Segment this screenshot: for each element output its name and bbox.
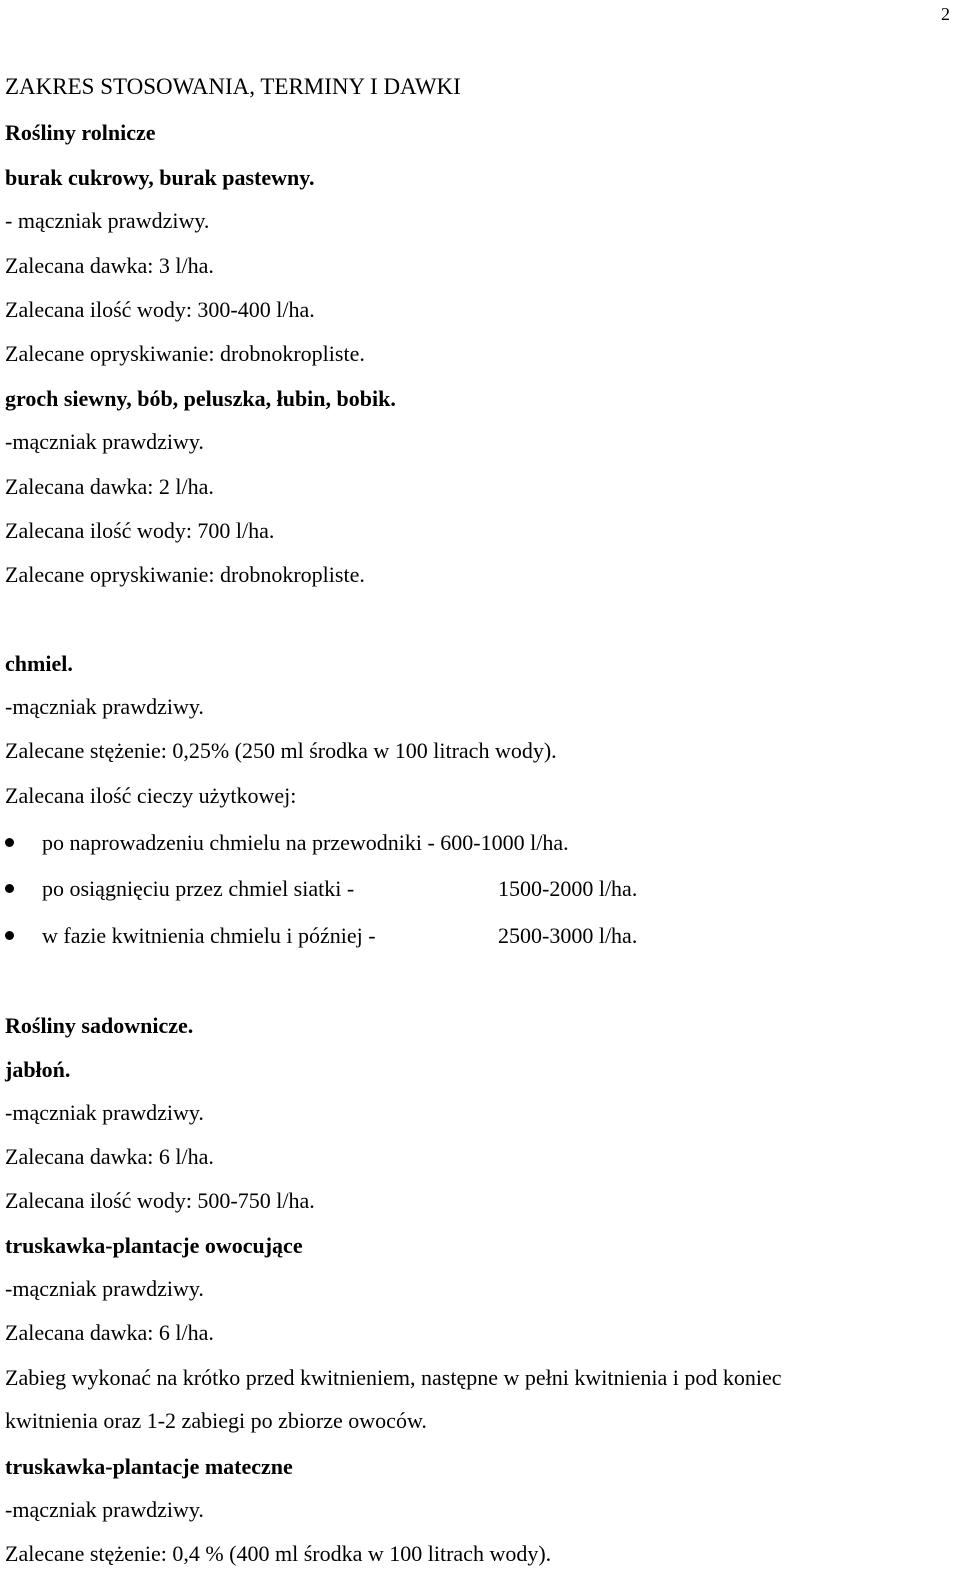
bullet-icon xyxy=(5,838,14,847)
note-truskawka-line2: kwitnienia oraz 1-2 zabiegi po zbiorze owoców. xyxy=(5,1408,427,1433)
section-heading-rolnicze: Rośliny rolnicze xyxy=(5,120,156,145)
disease-groch: -mączniak prawdziwy. xyxy=(5,429,204,454)
note-truskawka-line1: Zabieg wykonać na krótko przed kwitnieniem, następne w pełni kwitnienia i pod koniec xyxy=(5,1365,782,1390)
dose-burak: Zalecana dawka: 3 l/ha. xyxy=(5,253,214,278)
bullet-value-2: 1500-2000 l/ha. xyxy=(498,876,638,901)
crop-truskawka-mateczne: truskawka-plantacje mateczne xyxy=(5,1454,293,1479)
disease-jablon: -mączniak prawdziwy. xyxy=(5,1100,204,1125)
spray-burak: Zalecane opryskiwanie: drobnokropliste. xyxy=(5,341,365,366)
spray-groch: Zalecane opryskiwanie: drobnokropliste. xyxy=(5,562,365,587)
crop-jablon: jabłoń. xyxy=(5,1057,71,1082)
disease-truskawka-owocujace: -mączniak prawdziwy. xyxy=(5,1276,204,1301)
dose-truskawka-owocujace: Zalecana dawka: 6 l/ha. xyxy=(5,1320,214,1345)
bullet-value-3: 2500-3000 l/ha. xyxy=(498,923,638,948)
bullet-icon xyxy=(5,931,14,940)
crop-truskawka-owocujace: truskawka-plantacje owocujące xyxy=(5,1233,303,1258)
crop-burak: burak cukrowy, burak pastewny. xyxy=(5,165,315,190)
water-burak: Zalecana ilość wody: 300-400 l/ha. xyxy=(5,297,315,322)
bullet-text-1: po naprowadzeniu chmielu na przewodniki - 600-1000 l/ha. xyxy=(42,830,569,855)
dose-groch: Zalecana dawka: 2 l/ha. xyxy=(5,474,214,499)
page-number: 2 xyxy=(941,4,950,24)
concentration-chmiel: Zalecane stężenie: 0,25% (250 ml środka w 100 litrach wody). xyxy=(5,738,557,763)
dose-jablon: Zalecana dawka: 6 l/ha. xyxy=(5,1144,214,1169)
disease-burak: - mączniak prawdziwy. xyxy=(5,208,210,233)
water-jablon: Zalecana ilość wody: 500-750 l/ha. xyxy=(5,1188,315,1213)
disease-chmiel: -mączniak prawdziwy. xyxy=(5,694,204,719)
disease-truskawka-mateczne: -mączniak prawdziwy. xyxy=(5,1497,204,1522)
concentration-truskawka-mateczne: Zalecane stężenie: 0,4 % (400 ml środka w 100 litrach wody). xyxy=(5,1541,552,1566)
bullet-text-3: w fazie kwitnienia chmielu i później - xyxy=(42,923,376,948)
section-heading-sadownicze: Rośliny sadownicze. xyxy=(5,1013,194,1038)
water-groch: Zalecana ilość wody: 700 l/ha. xyxy=(5,518,275,543)
crop-groch: groch siewny, bób, peluszka, łubin, bobik. xyxy=(5,386,396,411)
liquid-chmiel: Zalecana ilość cieczy użytkowej: xyxy=(5,783,297,808)
page-title: ZAKRES STOSOWANIA, TERMINY I DAWKI xyxy=(5,74,461,99)
crop-chmiel: chmiel. xyxy=(5,651,73,676)
bullet-text-2: po osiągnięciu przez chmiel siatki - xyxy=(42,876,355,901)
bullet-icon xyxy=(5,884,14,893)
